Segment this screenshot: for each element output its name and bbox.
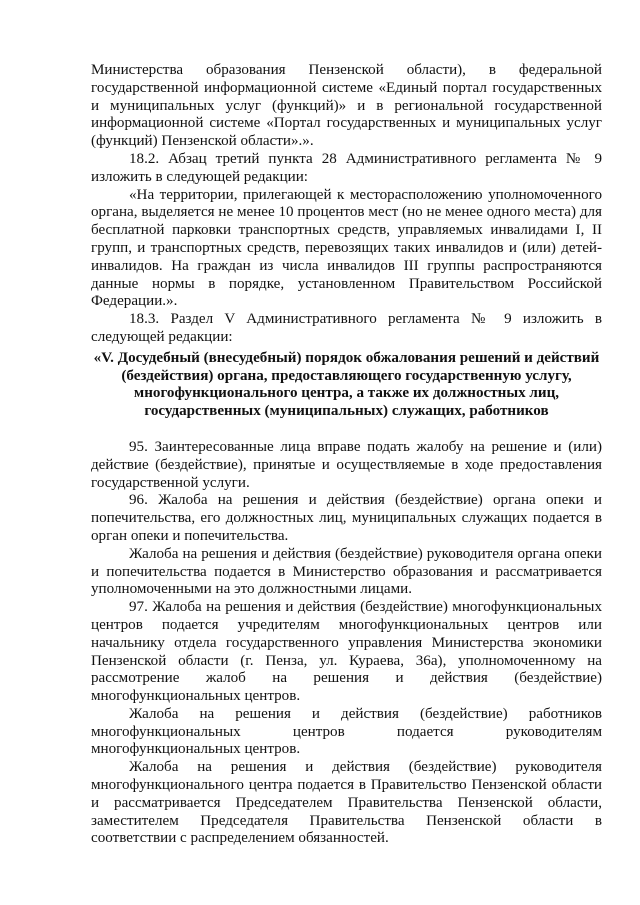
paragraph-18-3: 18.3. Раздел V Административного регламента № 9 изложить в следующей редакции: <box>91 311 602 345</box>
paragraph-95: 95. Заинтересованные лица вправе подать жалобу на решение и (или) действие (бездействие), принятые и осуществляемые в ходе предоставления государственной услуги. <box>91 438 602 491</box>
section-heading: «V. Досудебный (внесудебный) порядок обжалования решений и действий (бездействия) органа, предоставляющего государственную услугу, многофункционального центра, а также их должностных лиц, государственных (муниципальных) служащих, работников <box>93 349 600 420</box>
paragraph-ministry-systems: Министерства образования Пензенской области), в федеральной государственной информационной системе «Единый портал государственных и муниципальных услуг (функций)» и в региональной государственной информационной системе «Портал государственных и муниципальных услуг (функций) Пензенской области».». <box>91 62 602 150</box>
paragraph-97-workers: Жалоба на решения и действия (бездействие) работников многофункциональных центров подается руководителям многофункциональных центров. <box>91 705 602 758</box>
paragraph-parking: «На территории, прилегающей к месторасположению уполномоченного органа, выделяется не менее 10 процентов мест (но не менее одного места) для бесплатной парковки транспортных средств, управляемых инвалидами I, II групп, и транспортных средств, перевозящих таких инвалидов и (или) детей-инвалидов. На граждан из числа инвалидов III группы распространяются данные нормы в порядке, установленном Правительством Российской Федерации.». <box>91 186 602 310</box>
paragraph-97: 97. Жалоба на решения и действия (бездействие) многофункциональных центров подается учредителям многофункциональных центров или начальнику отдела государственного управления Министерства экономики Пензенской области (г. Пенза, ул. Кураева, 36а), уполномоченному на рассмотрение жалоб на решения и действия (бездействие) многофункциональных центров. <box>91 599 602 705</box>
spacer <box>91 421 602 439</box>
paragraph-97-head: Жалоба на решения и действия (бездействие) руководителя многофункционального центра подается в Правительство Пензенской области и рассматривается Председателем Правительства Пензенской области, заместителем Председателя Правительства Пензенской области в соответствии с распределением обязанностей. <box>91 759 602 847</box>
paragraph-96: 96. Жалоба на решения и действия (бездействие) органа опеки и попечительства, его должностных лиц, муниципальных служащих подается в орган опеки и попечительства. <box>91 492 602 544</box>
paragraph-18-2: 18.2. Абзац третий пункта 28 Административного регламента № 9 изложить в следующей редакции: <box>91 150 602 185</box>
paragraph-96-head: Жалоба на решения и действия (бездействие) руководителя органа опеки и попечительства подается в Министерство образования и рассматривается уполномоченными на это должностными лицами. <box>91 545 602 598</box>
